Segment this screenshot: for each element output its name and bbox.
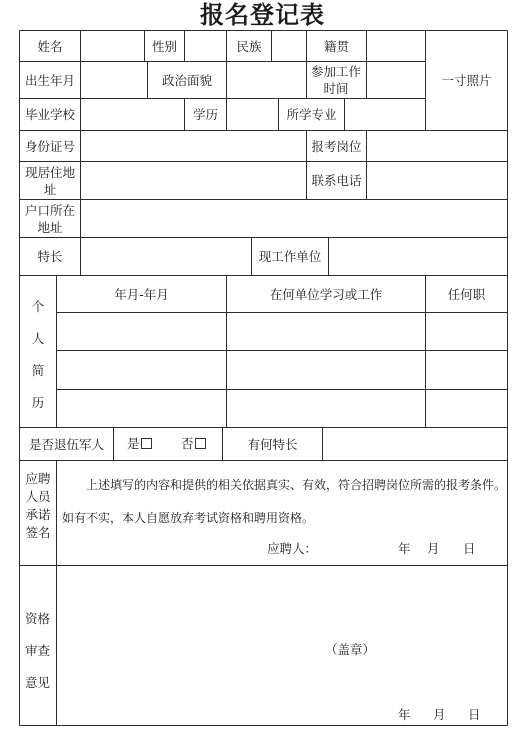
photo-placeholder[interactable]: 一寸照片: [441, 73, 492, 88]
special-skills-label: 有何特长: [247, 436, 298, 452]
specialty-label: 特长: [37, 249, 63, 264]
political-status-label: 政治面貌: [161, 72, 212, 88]
review-month: 月: [433, 707, 446, 722]
current-employer-label: 现工作单位: [258, 249, 322, 264]
name-label: 姓名: [37, 38, 63, 54]
review-label-1: 资格: [25, 611, 51, 626]
resume-row[interactable]: [57, 351, 507, 389]
resume-row[interactable]: [57, 390, 507, 427]
resume-label: 个人简历: [31, 299, 45, 410]
household-address-label: 户口所在地址: [24, 202, 75, 235]
seal-text: （盖章）: [325, 642, 376, 657]
native-place-label: 籍贯: [323, 38, 349, 54]
applicant-signature-field[interactable]: [310, 538, 390, 558]
work-start-time-label: 参加工作时间: [310, 64, 361, 96]
pledge-month: 月: [427, 541, 440, 556]
education-field[interactable]: [227, 99, 278, 130]
current-address-label: 现居住地址: [24, 164, 75, 197]
name-field[interactable]: [81, 31, 144, 61]
checkbox-icon[interactable]: [141, 438, 152, 449]
checkbox-icon[interactable]: [195, 438, 206, 449]
household-address-field[interactable]: [81, 200, 507, 237]
gender-field[interactable]: [185, 31, 226, 61]
pledge-text-line2: 如有不实，本人自愿放弃考试资格和聘用资格。: [62, 511, 315, 525]
pledge-text-line1: 上述填写的内容和提供的相关依据真实、有效，符合招聘岗位所需的报考条件。: [86, 478, 507, 492]
review-opinion-area[interactable]: [57, 566, 507, 725]
specialty-field[interactable]: [81, 238, 251, 275]
work-start-time-field[interactable]: [367, 62, 425, 98]
resume-period-header: 年月-年月: [114, 286, 169, 302]
veteran-no-text: 否: [181, 436, 194, 451]
resume-row[interactable]: [57, 313, 507, 350]
applied-position-field[interactable]: [367, 131, 507, 161]
graduated-school-field[interactable]: [81, 99, 184, 130]
education-label: 学历: [192, 107, 218, 122]
major-label: 所学专业: [286, 107, 337, 122]
graduated-school-label: 毕业学校: [24, 107, 75, 122]
special-skills-field[interactable]: [323, 428, 507, 460]
review-label-3: 意见: [25, 675, 51, 690]
pledge-day: 日: [463, 541, 476, 556]
major-field[interactable]: [345, 99, 425, 130]
resume-position-header: 任何职: [447, 286, 486, 302]
form-title: 报名登记表: [200, 0, 325, 29]
contact-phone-field[interactable]: [367, 162, 507, 199]
pledge-label: 应聘人员承诺签名: [25, 471, 51, 540]
veteran-no-option[interactable]: [181, 435, 206, 453]
resume-unit-header: 在何单位学习或工作: [269, 286, 383, 302]
current-employer-field[interactable]: [329, 238, 507, 275]
review-label-2: 审查: [25, 643, 51, 658]
veteran-label: 是否退伍军人: [28, 436, 104, 452]
gender-label: 性别: [151, 38, 177, 54]
ethnicity-label: 民族: [236, 38, 262, 54]
pledge-year: 年: [398, 541, 411, 556]
id-number-field[interactable]: [81, 131, 306, 161]
applied-position-label: 报考岗位: [311, 138, 362, 154]
birth-date-label: 出生年月: [24, 72, 75, 88]
birth-date-field[interactable]: [81, 62, 147, 98]
id-number-label: 身份证号: [24, 138, 75, 154]
veteran-yes-text: 是: [127, 436, 140, 451]
current-address-field[interactable]: [81, 162, 306, 199]
review-day: 日: [468, 707, 481, 722]
review-year: 年: [398, 707, 411, 722]
applicant-signature-label: 应聘人：: [267, 541, 318, 556]
veteran-yes-option[interactable]: [127, 435, 152, 453]
ethnicity-field[interactable]: [272, 31, 306, 61]
contact-phone-label: 联系电话: [311, 173, 362, 188]
political-status-field[interactable]: [227, 62, 306, 98]
native-place-field[interactable]: [367, 31, 425, 61]
